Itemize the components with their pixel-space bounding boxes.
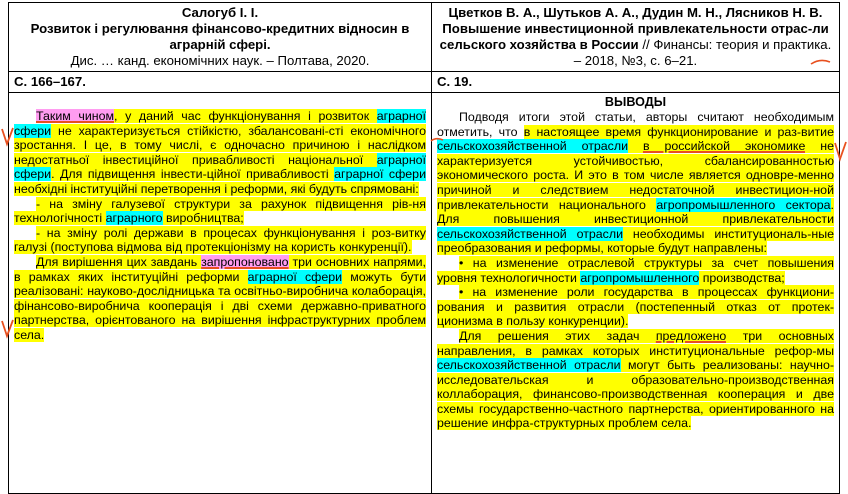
- header-row: [9, 3, 840, 72]
- left-text-cell: [9, 93, 432, 494]
- text-run: три основных направления, в рамках которых институциональные рефор-мы: [437, 328, 834, 358]
- left-paragraph: [14, 255, 426, 343]
- left-list-item: [14, 226, 426, 255]
- underlined-phrase: предложено: [655, 328, 727, 343]
- right-list-item: [437, 285, 834, 329]
- text-run: - на зміну галузевої структури за рахунок підвищення рів-ня технологічності: [14, 196, 426, 226]
- body-row: [9, 93, 840, 494]
- highlight-term: сельскохозяйственной отрасли: [437, 358, 621, 373]
- text-run: . Для повышения инвестиционной привлекательности: [437, 197, 834, 227]
- highlight-term: агропромышленного сектора: [656, 197, 831, 212]
- text-run: , у даний час функціонування і розвиток: [114, 109, 377, 123]
- highlight-term: сельскохозяйственной отрасли: [437, 139, 629, 154]
- text-run: в настоящее время функционирование и раз-витие: [523, 124, 834, 139]
- underlined-phrase: Таким чином: [36, 109, 115, 123]
- highlight-term: аграрної сфери: [14, 109, 426, 138]
- text-run: производства;: [699, 270, 785, 285]
- highlight-term: аграрної сфери: [334, 167, 426, 182]
- text-run: Для вирішення цих завдань: [36, 254, 202, 269]
- text-run: три основних напрями, в рамках яких інституційні реформи: [14, 254, 426, 284]
- text-run: Для решения этих задач: [459, 328, 656, 343]
- left-title: Розвиток і регулювання фінансово-кредитних відносин в аграрній сфері.: [30, 21, 410, 52]
- comparison-table: [8, 2, 840, 494]
- right-list-item: [437, 256, 834, 285]
- left-source-cell: [9, 3, 432, 72]
- text-run: не характеризується стійкістю, збалансовані-сті економічного зростання. І це, в тому числі, є одночасно причиною і наслідком недостатньої інвестиційної привабливості національної: [14, 123, 426, 167]
- text-run: необходимы институциональ-ные преобразования и реформы, которые будут направлены:: [437, 226, 834, 256]
- pages-row: [9, 72, 840, 93]
- right-source: // Финансы: теория и практика. – 2018, №3, с. 6–21.: [573, 37, 832, 68]
- highlight-term: аграрної сфери: [14, 152, 426, 182]
- right-authors: Цветков В. А., Шутьков А. А., Дудин М. Н., Лясников Н. В.: [448, 5, 823, 20]
- right-source-cell: [432, 3, 840, 72]
- highlight-term: сельскохозяйственной отрасли: [437, 226, 623, 241]
- text-run: необхідні інституційні перетворення і реформи, які будуть спрямовані:: [14, 181, 419, 196]
- left-source: Дис. … канд. економічних наук. – Полтава, 2020.: [70, 53, 370, 68]
- text-run: [628, 139, 643, 153]
- right-paragraph: [437, 110, 834, 256]
- right-paragraph: [437, 329, 834, 431]
- text-run: • на изменение роли государства в процессах функциони-рования и развития отрасли (постепенный отказ от протек-ционизма в пользу конкуренции).: [437, 285, 834, 329]
- left-pages: С. 166–167.: [9, 72, 432, 93]
- underlined-phrase: запропоновано: [201, 254, 289, 269]
- highlight-term: аграрного: [105, 211, 163, 226]
- left-paragraph: [14, 109, 426, 197]
- right-text-cell: [432, 93, 840, 494]
- left-author: Салогуб І. І.: [181, 5, 259, 20]
- highlight-term: агропромышленного: [580, 270, 700, 285]
- text-run: - на зміну ролі держави в процесах функціонування і роз-витку галузі (поступова відмова від протекціонізму на користь конкуренції).: [14, 225, 426, 255]
- right-title: Повышение инвестиционной привлекательности отрас-ли сельского хозяйства в России: [439, 21, 829, 52]
- text-run: Подводя итоги этой статьи, авторы считают необходимым отметить, что: [437, 110, 834, 139]
- right-pages: С. 19.: [432, 72, 840, 93]
- underlined-phrase: в российской экономике: [642, 139, 806, 154]
- text-run: можуть бути реалізовані: науково-дослідницька та освітньо-виробнича колаборація, фінансово-виробнича кооперація і дві схеми державно-приватного партнерства, орієнтованого на вирішення інфраструктурних проблем села.: [14, 269, 426, 342]
- right-heading: ВЫВОДЫ: [604, 95, 667, 109]
- text-run: . Для підвищення інвести-ційної привабливості: [51, 167, 335, 182]
- text-run: виробництва;: [162, 211, 244, 226]
- highlight-term: аграрної сфери: [247, 269, 343, 284]
- text-run: • на изменение отраслевой структуры за счет повышения уровня технологичности: [437, 255, 834, 285]
- text-run: могут быть реализованы: научно-исследовательская и образовательно-производственная коллаборация, финансово-производственная кооперация и две схемы государственно-частного партнерства, ориентированного на решение инфра-структурных проблем села.: [437, 358, 834, 431]
- left-list-item: [14, 197, 426, 226]
- text-run: не характеризуется устойчивостью, сбалансированностью экономического роста. И это в том числе является одновре-менно причиной и следствием недостаточной инвестицион-ной привлекательности национального: [437, 139, 834, 212]
